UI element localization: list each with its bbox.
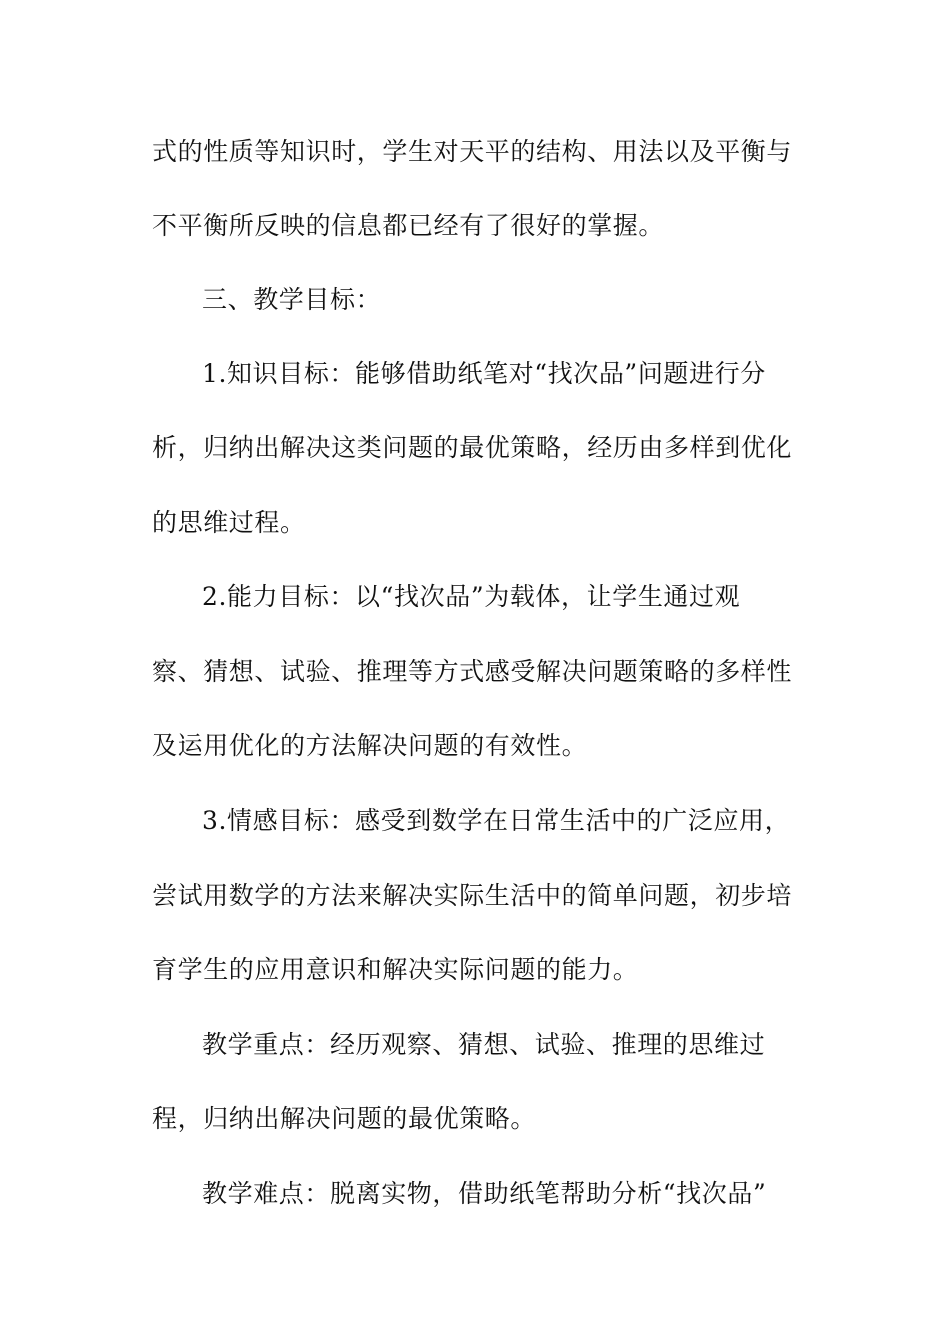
paragraph-line: 的思维过程。 [152,508,306,537]
paragraph-line: 育学生的应用意识和解决实际问题的能力。 [152,955,639,984]
paragraph-line: 3.情感目标：感受到数学在日常生活中的广泛应用， [202,806,791,835]
paragraph-line: 察、猜想、试验、推理等方式感受解决问题策略的多样性 [152,657,793,686]
paragraph-line: 不平衡所反映的信息都已经有了很好的掌握。 [152,211,665,240]
paragraph-line: 析，归纳出解决这类问题的最优策略，经历由多样到优化 [152,433,793,462]
paragraph-line: 1.知识目标：能够借助纸笔对“找次品”问题进行分 [202,359,766,388]
paragraph-line: 程，归纳出解决问题的最优策略。 [152,1104,537,1133]
paragraph-line: 尝试用数学的方法来解决实际生活中的简单问题，初步培 [152,881,793,910]
paragraph-line: 2.能力目标：以“找次品”为载体，让学生通过观 [202,582,741,611]
paragraph-line: 教学难点：脱离实物，借助纸笔帮助分析“找次品” [202,1179,767,1208]
paragraph-line: 及运用优化的方法解决问题的有效性。 [152,731,588,760]
paragraph-line: 式的性质等知识时，学生对天平的结构、用法以及平衡与 [152,137,793,166]
section-heading: 三、教学目标： [202,285,382,314]
paragraph-line: 教学重点：经历观察、猜想、试验、推理的思维过 [202,1030,766,1059]
